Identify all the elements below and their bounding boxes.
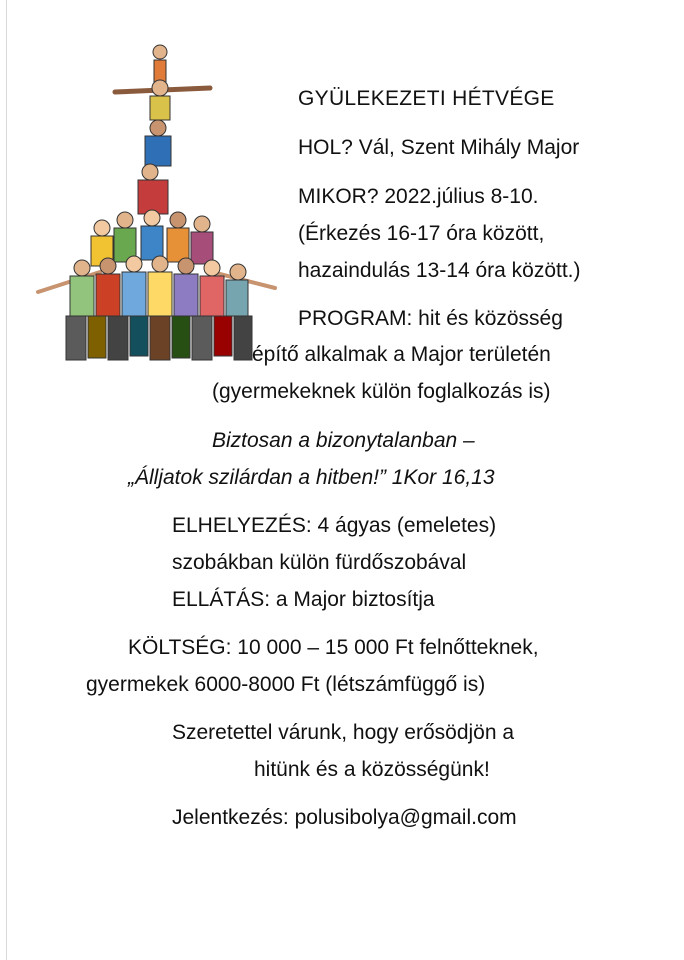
- catering-line: ELLÁTÁS: a Major biztosítja: [172, 588, 435, 611]
- page-edge-line: [6, 0, 7, 960]
- closing-line-1: Szeretettel várunk, hogy erősödjön a: [172, 721, 515, 744]
- arrival-line: (Érkezés 16-17 óra között,: [298, 222, 545, 245]
- closing-line-2: hitünk és a közösségünk!: [254, 758, 490, 781]
- motto-line-2: „Álljatok szilárdan a hitben!” 1Kor 16,13: [128, 466, 495, 489]
- registration-line: Jelentkezés: polusibolya@gmail.com: [172, 806, 517, 829]
- motto-line-1: Biztosan a bizonytalanban –: [212, 429, 475, 452]
- program-line-1: PROGRAM: hit és közösség: [298, 307, 563, 330]
- people-pyramid-icon: [30, 40, 280, 370]
- program-line-3: (gyermekeknek külön foglalkozás is): [212, 380, 551, 403]
- program-line-2: építő alkalmak a Major területén: [252, 343, 551, 366]
- cost-line-2: gyermekek 6000-8000 Ft (létszámfüggő is): [86, 673, 486, 696]
- cost-line-1: KÖLTSÉG: 10 000 – 15 000 Ft felnőtteknek,: [128, 636, 539, 659]
- date-line: MIKOR? 2022.július 8-10.: [298, 185, 539, 208]
- departure-line: hazaindulás 13-14 óra között.): [298, 259, 581, 282]
- accommodation-line-2: szobákban külön fürdőszobával: [172, 551, 467, 574]
- location-line: HOL? Vál, Szent Mihály Major: [298, 136, 580, 159]
- event-title: GYÜLEKEZETI HÉTVÉGE: [298, 87, 555, 110]
- accommodation-line-1: ELHELYEZÉS: 4 ágyas (emeletes): [172, 514, 497, 537]
